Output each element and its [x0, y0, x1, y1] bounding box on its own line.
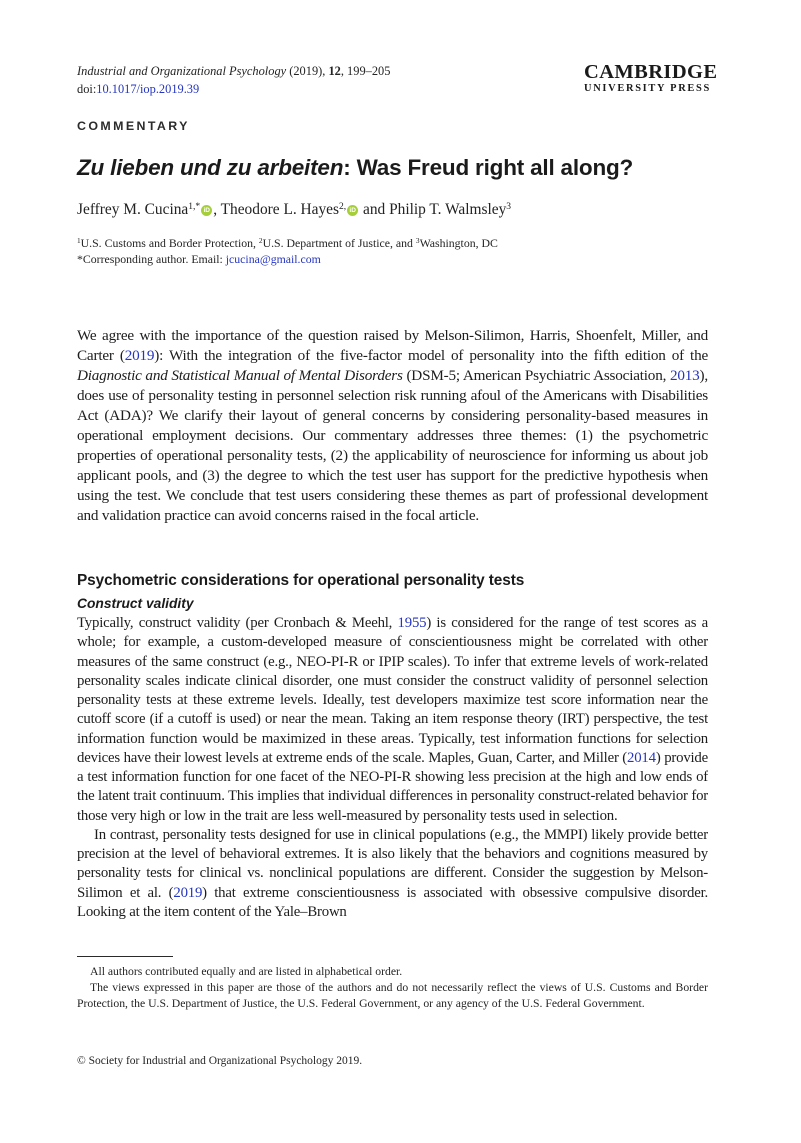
cambridge-university-press-logo: [584, 61, 717, 95]
publisher-wordmark: CAMBRIDGE: [584, 61, 718, 83]
publisher-subtitle: UNIVERSITY PRESS: [584, 83, 711, 94]
subsection-heading: Construct validity: [77, 596, 194, 611]
citation-link[interactable]: 2019: [173, 884, 203, 901]
orcid-icon[interactable]: iD: [201, 205, 212, 216]
paragraph: In contrast, personality tests designed for use in clinical populations (e.g., the MMPI) likely provide better precision at the level of behavioral extremes. It is also likely that the behaviors and cognitions measured by personality tests for clinical vs. nonclinical populations are different. Consider the suggestion by Melson-Silimon et al. (2019) that extreme conscientiousness is associated with obsessive compulsive disorder. Looking at the item content of the Yale–Brown: [77, 826, 708, 920]
journal-citation: [77, 63, 390, 98]
abstract: We agree with the importance of the question raised by Melson-Silimon, Harris, Shoenfelt, Miller, and Carter (2019): With the integration of the five-factor model of personality into the fifth edition of the Diagnostic and Statistical Manual of Mental Disorders (DSM-5; American Psychiatric Association, 2013), does use of personality testing in personnel selection risk running afoul of the Americans with Disabilities Act (ADA)? We clarify their layout of general concerns by considering personality-based measures in operational employment decisions. Our commentary addresses three themes: (1) the psychometric properties of operational personality tests, (2) the applicability of neuroscience for informing us about job applicant pools, and (3) the degree to which the test user has support for the predictive hypothesis when using the test. We conclude that test users considering these themes as part of professional development and validation practice can avoid concerns raised in the focal article.: [77, 327, 709, 524]
body-text: [77, 614, 708, 963]
corresponding-author: *Corresponding author. Email: jcucina@gmail.com: [77, 252, 321, 266]
doi-line: doi:10.1017/iop.2019.39: [77, 81, 200, 96]
journal-line: Industrial and Organizational Psychology (2019), 12, 199–205: [77, 64, 391, 78]
author-list: Jeffrey M. Cucina$^{1,*}$ iD , Theodore L. Hayes$^{2,}$ iD and Philip T. Walmsley$^3$: [77, 201, 512, 218]
citation-link[interactable]: 2013: [669, 367, 700, 384]
footnote-paragraph: The views expressed in this paper are those of the authors and do not necessarily reflect the views of U.S. Customs and Border Protection, the U.S. Department of Justice, the U.S. Federal Government, or any agency of the U.S. Federal Government.: [77, 980, 708, 1010]
section-heading: Psychometric considerations for operational personality tests: [77, 572, 525, 589]
article-title: Zu lieben und zu arbeiten: Was Freud right all along?: [77, 155, 634, 180]
footnote: [77, 956, 708, 1012]
paragraph: Typically, construct validity (per Cronbach & Meehl, 1955) is considered for the range of test scores as a whole; for example, a custom-developed measure of conscientiousness might be correlated with other measures of the same construct (e.g., NEO-PI-R or IPIP scales). To infer that extreme levels of work-related personality scales indicate clinical disorder, one must consider the construct validity of personnel selection personality tests at these extreme levels. Ideally, test developers maximize test score information near the cutoff score (if a cutoff is used) or near the mean. Taking an item response theory (IRT) perspective, the test information function would be maximized in these areas. Typically, test information functions for selection devices have their lowest levels at extreme ends of the scale. Maples, Guan, Carter, and Miller (2014) provide a test information function for one facet of the NEO-PI-R showing less precision at the high and low ends of the latent trait continuum. This implies that individual differences in personality construct-related behavior for those very high or low in the trait are less well-measured by personality tests used in selection.: [77, 615, 708, 824]
footnote-divider: [77, 956, 173, 957]
copyright-line: © Society for Industrial and Organizational Psychology 2019.: [77, 1055, 363, 1067]
email-link[interactable]: jcucina@gmail.com: [225, 252, 321, 266]
citation-link[interactable]: 1955: [397, 615, 427, 631]
citation-link[interactable]: 2014: [627, 749, 656, 766]
footnote-paragraph: All authors contributed equally and are listed in alphabetical order.: [90, 965, 403, 978]
orcid-icon[interactable]: iD: [347, 205, 358, 216]
doi-link[interactable]: 10.1017/iop.2019.39: [96, 81, 200, 96]
affiliations: $^1$U.S. Customs and Border Protection, $^2$U.S. Department of Justice, and $^3$Washington, DC: [77, 236, 498, 250]
article-type-label: COMMENTARY: [77, 119, 190, 133]
citation-link[interactable]: 2019: [124, 347, 155, 364]
